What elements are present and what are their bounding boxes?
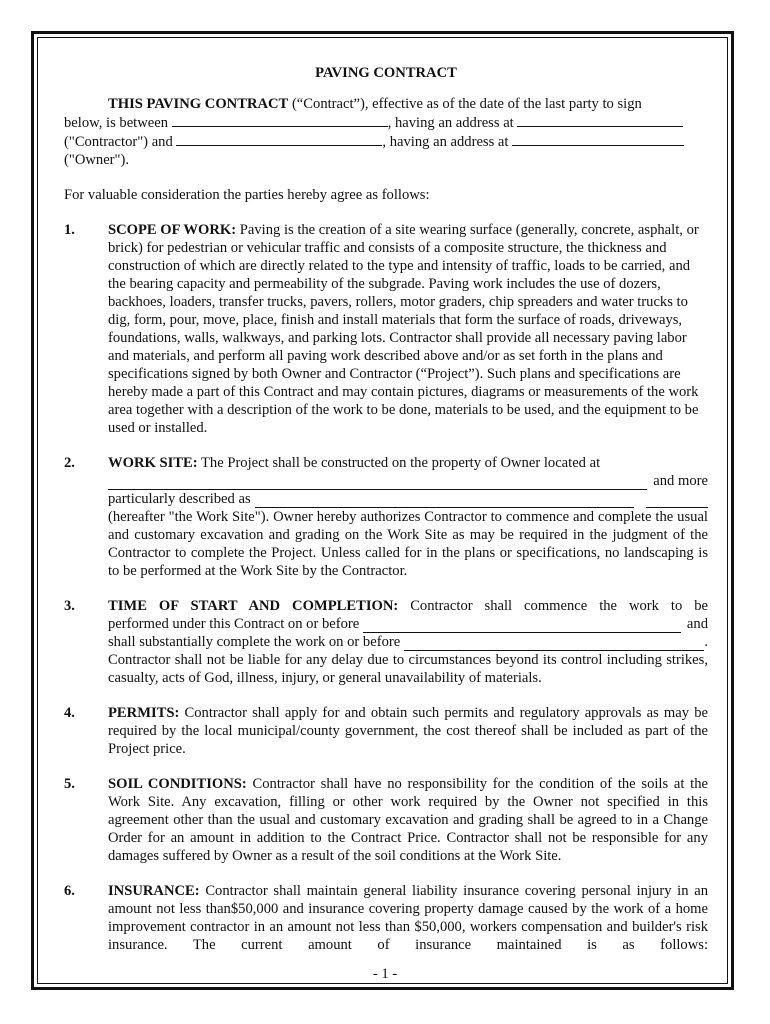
section-time-of-start xyxy=(64,597,708,687)
section-body: Contractor shall maintain general liability insurance covering personal injury in an amount not less than$50,000 and insurance covering property damage caused by the work of a home improvement contractor in an amount not less than $50,000, workers compensation and builder's risk insurance. The current amount of insurance maintained is as follows: xyxy=(108,883,708,953)
complete-text: shall substantially complete the work on or before xyxy=(108,634,401,650)
document-title: PAVING CONTRACT xyxy=(315,65,457,81)
intro-owner-close: ("Owner"). xyxy=(64,152,129,168)
intro-between: below, is between xyxy=(64,115,169,131)
section-permits xyxy=(64,704,708,758)
and-more-text: and more xyxy=(653,473,708,489)
performed-text: performed under this Contract on or before xyxy=(108,616,360,632)
section-soil-conditions xyxy=(64,775,708,865)
work-site-rest: (hereafter "the Work Site"). Owner hereby authorizes Contractor to commence and complete the usual and customary excavation and grading on the Work Site as may be required in the judgment of the Contractor to complete the Project. Unless called for in the plans or specifications, no landscaping is to be performed at the Work Site by the Contractor. xyxy=(108,509,708,579)
owner-name-blank[interactable] xyxy=(176,132,382,146)
section-heading: PERMITS: xyxy=(108,705,180,721)
owner-address-blank[interactable] xyxy=(512,132,684,146)
section-body: Contractor shall commence the work to be xyxy=(398,598,708,614)
intro-address-1: , having an address at xyxy=(387,115,514,131)
section-heading: INSURANCE: xyxy=(108,883,200,899)
intro-paragraph xyxy=(64,95,708,169)
section-number: 4. xyxy=(64,705,75,721)
page-number: - 1 - xyxy=(372,966,398,982)
section-heading: TIME OF START AND COMPLETION: xyxy=(108,598,399,614)
work-site-location-blank[interactable] xyxy=(108,475,647,490)
section-heading: SCOPE OF WORK: xyxy=(108,222,237,238)
section-body: Paving is the creation of a site wearing surface (generally, concrete, asphalt, or brick) for pedestrian or vehicular traffic and consists of a composite structure, the thickness and construction of which are directly related to the type and intensity of traffic, loads to be carried, and the bearing capacity and permeability of the subgrade. Paving work includes the use of dozers, backhoes, loaders, transfer trucks, pavers, rollers, motor graders, chip spreaders and water trucks to dig, form, pour, move, place, finish and install materials that form the surface of roads, driveways, foundations, walls, walkways, and parking lots. Contractor shall provide all necessary paving labor and materials, and perform all paving work described above and/or as set forth in the plans and specifications signed by both Owner and Contractor (“Project”). Such plans and specifications are hereby made a part of this Contract and may contain pictures, diagrams or measurements of the work area together with a description of the work to be done, materials to be used, and the equipment to be used or installed. xyxy=(108,222,699,436)
work-site-description-blank[interactable] xyxy=(255,493,634,508)
section-heading: SOIL CONDITIONS: xyxy=(108,776,247,792)
section-number: 1. xyxy=(64,222,75,238)
section-number: 3. xyxy=(64,598,75,614)
intro-line1: (“Contract”), effective as of the date of the last party to sign xyxy=(288,96,642,112)
section-number: 5. xyxy=(64,776,75,792)
time-rest: Contractor shall not be liable for any delay due to circumstances beyond its control including strikes, casualty, acts of God, illness, injury, or general unavailability of materials. xyxy=(108,652,708,686)
section-body: Contractor shall apply for and obtain such permits and regulatory approvals as may be required by the local municipal/county government, the cost thereof shall be included as part of the Project price. xyxy=(108,705,708,757)
consideration-text: For valuable consideration the parties hereby agree as follows: xyxy=(64,187,430,203)
intro-address-2: , having an address at xyxy=(382,134,509,150)
contractor-name-blank[interactable] xyxy=(172,113,388,127)
work-site-description-blank-end[interactable] xyxy=(646,493,708,508)
section-body: Contractor shall have no responsibility for the condition of the soils at the Work Site. Any excavation, filling or other work required by the Owner not specified in this agreement other than the usual and customary excavation and grading shall be agreed to in a Change Order for an amount in addition to the Contract Price. Contractor shall not be responsible for any damages suffered by Owner as a result of the soil conditions at the Work Site. xyxy=(108,776,708,864)
section-scope-of-work xyxy=(64,221,708,437)
intro-contractor-and: ("Contractor") and xyxy=(64,134,173,150)
start-date-blank[interactable] xyxy=(363,618,681,633)
completion-date-blank[interactable] xyxy=(404,636,704,651)
particularly-described-text: particularly described as xyxy=(108,491,251,507)
section-insurance xyxy=(64,882,708,954)
period-text: . xyxy=(704,634,708,650)
section-number: 2. xyxy=(64,455,75,471)
section-heading: WORK SITE: xyxy=(108,455,198,471)
section-work-site xyxy=(64,454,708,580)
section-number: 6. xyxy=(64,883,75,899)
and-text: and xyxy=(686,616,708,632)
contractor-address-blank[interactable] xyxy=(517,113,683,127)
contract-page xyxy=(64,64,708,971)
intro-bold-lead: THIS PAVING CONTRACT xyxy=(108,96,289,112)
section-body: The Project shall be constructed on the property of Owner located at xyxy=(197,455,601,471)
